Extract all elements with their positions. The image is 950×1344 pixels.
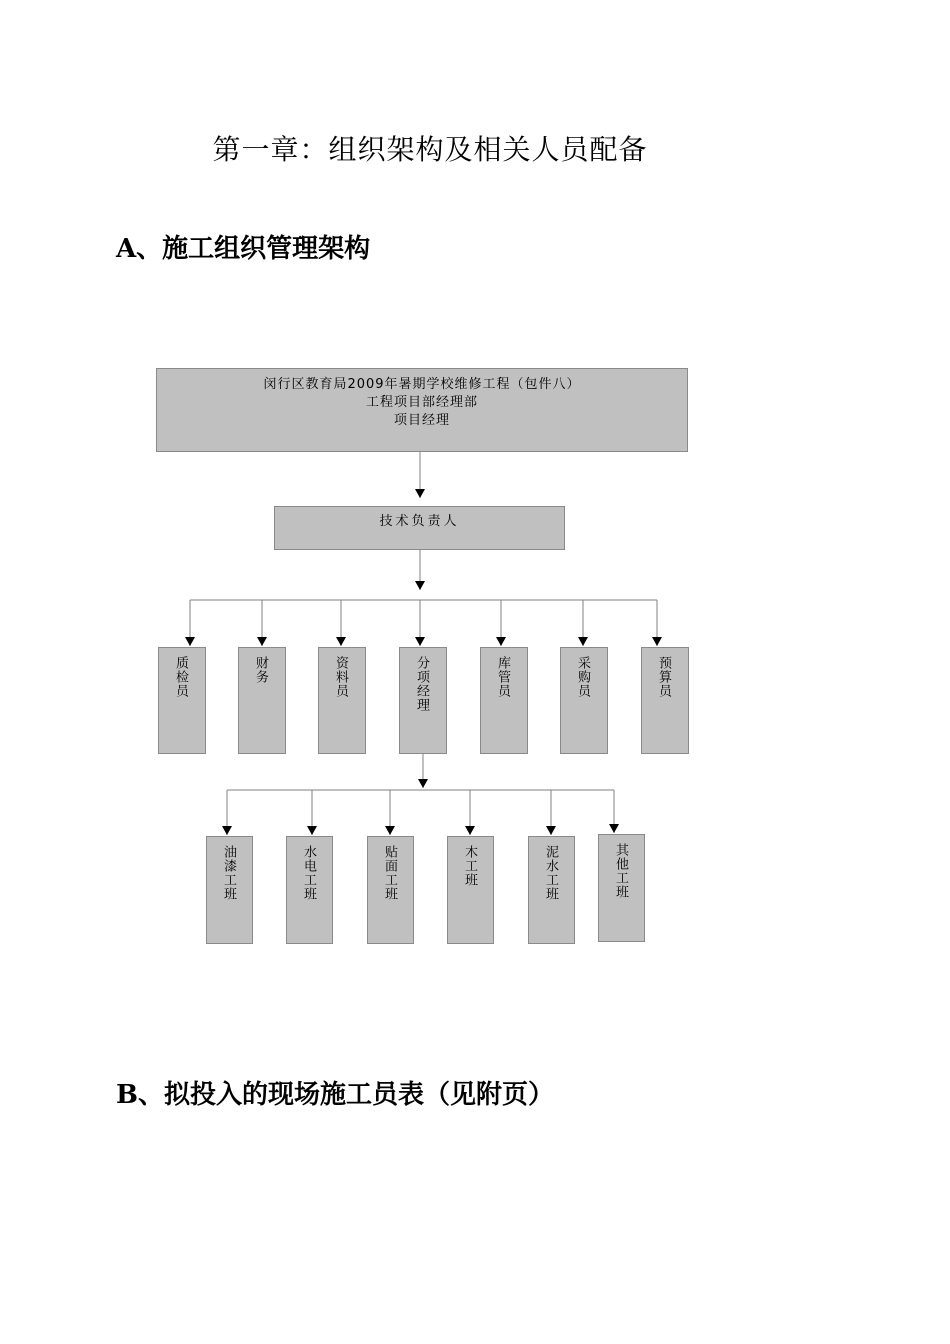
tiling-team-box: 贴面工班 — [367, 836, 414, 944]
project-title-line: 闵行区教育局2009年暑期学校维修工程（包件八） — [263, 377, 581, 392]
section-b-heading: B、拟投入的现场施工员表（见附页） — [116, 1080, 554, 1110]
department-line: 工程项目部经理部 — [365, 395, 478, 410]
warehouse-keeper-box: 库管员 — [480, 647, 528, 754]
masonry-team-box: 泥水工班 — [528, 836, 575, 944]
painting-team-box: 油漆工班 — [206, 836, 253, 944]
finance-box: 财务 — [238, 647, 286, 754]
purchaser-box: 采购员 — [560, 647, 608, 754]
budget-officer-box: 预算员 — [641, 647, 689, 754]
role-line: 项目经理 — [393, 413, 450, 428]
other-team-box: 其他工班 — [598, 834, 645, 942]
plumbing-electric-team-box: 水电工班 — [286, 836, 333, 944]
sub-manager-box: 分项经理 — [399, 647, 447, 754]
chapter-title: 第一章：组织架构及相关人员配备 — [212, 133, 648, 166]
project-manager-box — [156, 368, 688, 452]
carpentry-team-box: 木工班 — [447, 836, 494, 944]
level2-drops — [185, 600, 662, 646]
arrow-head — [415, 489, 425, 498]
level3-drops — [222, 790, 619, 835]
section-a-heading: A、施工组织管理架构 — [116, 234, 371, 264]
document-clerk-box: 资料员 — [318, 647, 366, 754]
arrow-head — [415, 581, 425, 590]
tech-lead-box: 技术负责人 — [274, 506, 565, 550]
quality-inspector-box: 质检员 — [158, 647, 206, 754]
